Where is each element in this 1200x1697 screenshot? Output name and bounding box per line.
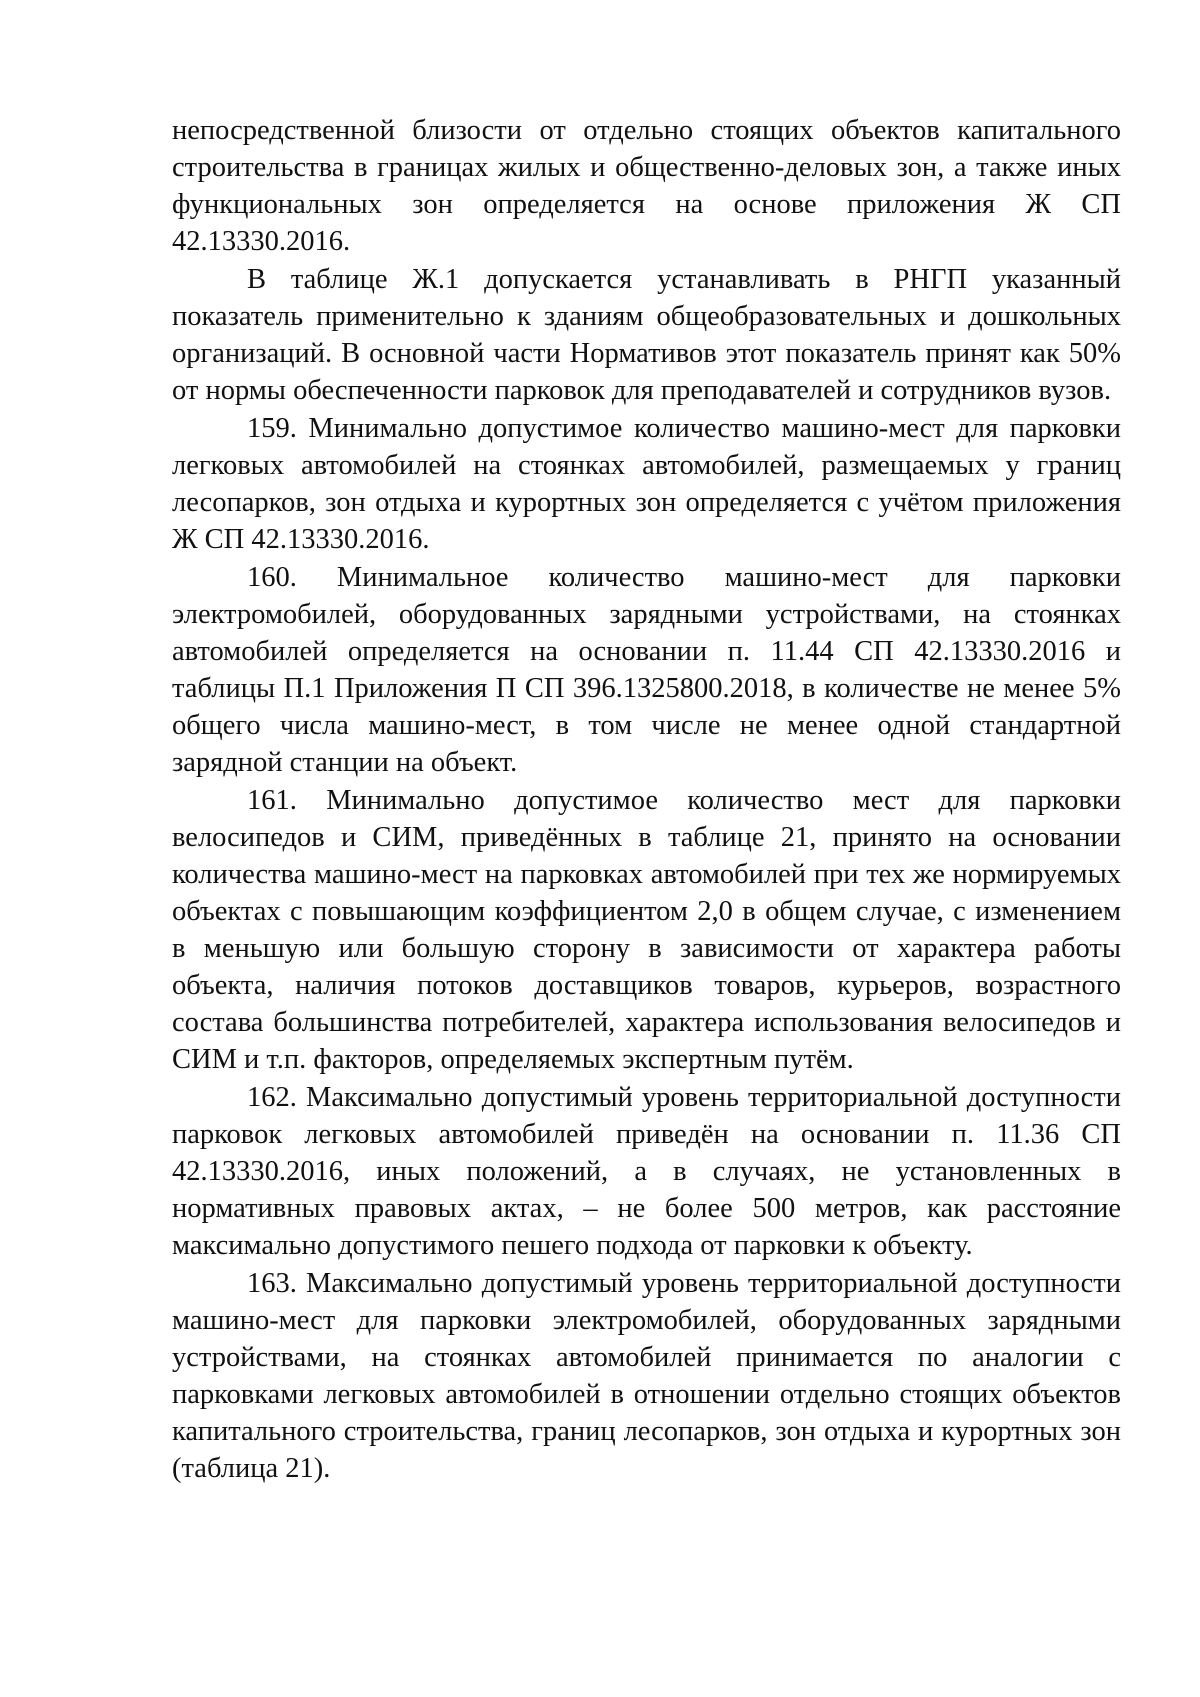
paragraph-162: 162. Максимально допустимый уровень территориальной доступности парковок легковых автомобилей приведён на основании п. 11.36 СП 42.13330.2016, иных положений, а в случаях, не установленных в нормативных правовых актах, – не более 500 метров, как расстояние максимально допустимого пешего подхода от парковки к объекту. xyxy=(172,1082,1121,1261)
paragraph-table-zh1-note: В таблице Ж.1 допускается устанавливать в РНГП указанный показатель применительно к зданиям общеобразовательных и дошкольных организаций. В основной части Нормативов этот показатель принят как 50% от нормы обеспеченности парковок для преподавателей и сотрудников вузов. xyxy=(172,264,1121,406)
paragraph-continuation: непосредственной близости от отдельно стоящих объектов капитального строительства в границах жилых и общественно-деловых зон, а также иных функциональных зон определяется на основе приложения Ж СП 42.13330.2016. xyxy=(172,115,1121,257)
document-page xyxy=(172,112,1121,1487)
paragraph-159: 159. Минимально допустимое количество машино-мест для парковки легковых автомобилей на стоянках автомобилей, размещаемых у границ лесопарков, зон отдыха и курортных зон определяется с учётом приложения Ж СП 42.13330.2016. xyxy=(172,413,1121,555)
paragraph-160: 160. Минимальное количество машино-мест для парковки электромобилей, оборудованных зарядными устройствами, на стоянках автомобилей определяется на основании п. 11.44 СП 42.13330.2016 и таблицы П.1 Приложения П СП 396.1325800.2018, в количестве не менее 5% общего числа машино-мест, в том числе не менее одной стандартной зарядной станции на объект. xyxy=(172,562,1121,778)
paragraph-163: 163. Максимально допустимый уровень территориальной доступности машино-мест для парковки электромобилей, оборудованных зарядными устройствами, на стоянках автомобилей принимается по аналогии с парковками легковых автомобилей в отношении отдельно стоящих объектов капитального строительства, границ лесопарков, зон отдыха и курортных зон (таблица 21). xyxy=(172,1268,1121,1484)
paragraph-161: 161. Минимально допустимое количество мест для парковки велосипедов и СИМ, приведённых в таблице 21, принято на основании количества машино-мест на парковках автомобилей при тех же нормируемых объектах с повышающим коэффициентом 2,0 в общем случае, с изменением в меньшую или большую сторону в зависимости от характера работы объекта, наличия потоков доставщиков товаров, курьеров, возрастного состава большинства потребителей, характера использования велосипедов и СИМ и т.п. факторов, определяемых экспертным путём. xyxy=(172,785,1121,1075)
